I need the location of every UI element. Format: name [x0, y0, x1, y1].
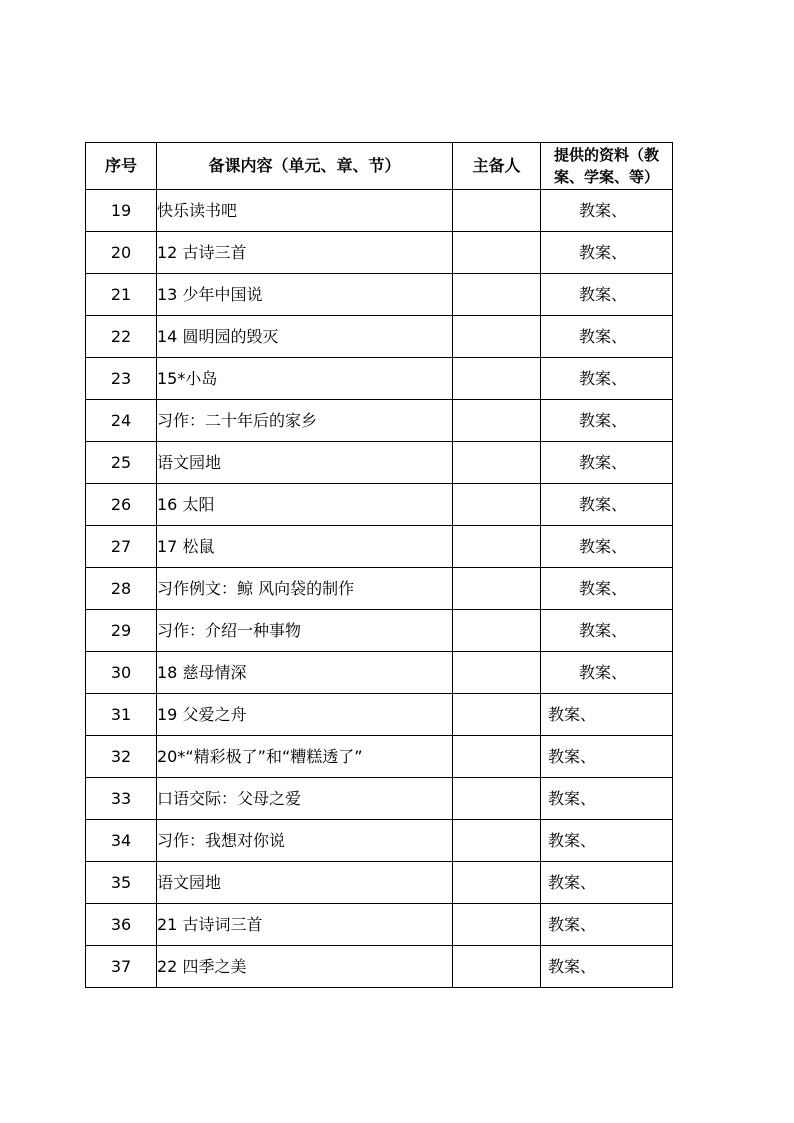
- table-row: [86, 232, 673, 274]
- lead-preparer: [453, 274, 541, 316]
- row-number: 20: [86, 232, 157, 274]
- header-content: 备课内容（单元、章、节）: [157, 143, 453, 190]
- lead-preparer: [453, 442, 541, 484]
- provided-materials: 教案、: [541, 568, 673, 610]
- provided-materials: 教案、: [541, 736, 673, 778]
- lesson-content: 21 古诗词三首: [157, 904, 453, 946]
- provided-materials: 教案、: [541, 190, 673, 232]
- lesson-content: 17 松鼠: [157, 526, 453, 568]
- lead-preparer: [453, 778, 541, 820]
- row-number: 36: [86, 904, 157, 946]
- row-number: 34: [86, 820, 157, 862]
- table-row: [86, 274, 673, 316]
- provided-materials: 教案、: [541, 400, 673, 442]
- provided-materials: 教案、: [541, 526, 673, 568]
- provided-materials: 教案、: [541, 652, 673, 694]
- table-row: [86, 946, 673, 988]
- lesson-plan-table: [85, 142, 673, 988]
- provided-materials: 教案、: [541, 484, 673, 526]
- row-number: 23: [86, 358, 157, 400]
- table-row: [86, 694, 673, 736]
- row-number: 21: [86, 274, 157, 316]
- table-row: [86, 190, 673, 232]
- lesson-content: 习作：二十年后的家乡: [157, 400, 453, 442]
- row-number: 19: [86, 190, 157, 232]
- provided-materials: 教案、: [541, 442, 673, 484]
- table-row: [86, 358, 673, 400]
- provided-materials: 教案、: [541, 316, 673, 358]
- lesson-content: 22 四季之美: [157, 946, 453, 988]
- table-row: [86, 904, 673, 946]
- lesson-content: 口语交际：父母之爱: [157, 778, 453, 820]
- header-row: [86, 143, 673, 190]
- lead-preparer: [453, 694, 541, 736]
- provided-materials: 教案、: [541, 820, 673, 862]
- provided-materials: 教案、: [541, 232, 673, 274]
- row-number: 27: [86, 526, 157, 568]
- row-number: 32: [86, 736, 157, 778]
- row-number: 22: [86, 316, 157, 358]
- lead-preparer: [453, 946, 541, 988]
- table-row: [86, 484, 673, 526]
- lesson-content: 20*“精彩极了”和“糟糕透了”: [157, 736, 453, 778]
- table-row: [86, 736, 673, 778]
- lesson-content: 习作：我想对你说: [157, 820, 453, 862]
- lesson-content: 19 父爱之舟: [157, 694, 453, 736]
- lesson-content: 语文园地: [157, 862, 453, 904]
- table-body: [86, 190, 673, 988]
- provided-materials: 教案、: [541, 904, 673, 946]
- lead-preparer: [453, 232, 541, 274]
- lesson-content: 快乐读书吧: [157, 190, 453, 232]
- table-row: [86, 526, 673, 568]
- row-number: 30: [86, 652, 157, 694]
- provided-materials: 教案、: [541, 610, 673, 652]
- lead-preparer: [453, 904, 541, 946]
- table-header: [86, 143, 673, 190]
- row-number: 25: [86, 442, 157, 484]
- lead-preparer: [453, 652, 541, 694]
- lesson-content: 语文园地: [157, 442, 453, 484]
- lesson-content: 14 圆明园的毁灭: [157, 316, 453, 358]
- table-row: [86, 652, 673, 694]
- row-number: 26: [86, 484, 157, 526]
- row-number: 31: [86, 694, 157, 736]
- lesson-content: 习作例文：鲸 风向袋的制作: [157, 568, 453, 610]
- lesson-content: 18 慈母情深: [157, 652, 453, 694]
- lead-preparer: [453, 400, 541, 442]
- provided-materials: 教案、: [541, 694, 673, 736]
- table-row: [86, 316, 673, 358]
- lead-preparer: [453, 190, 541, 232]
- header-material: 提供的资料（教案、学案、等）: [541, 143, 673, 190]
- row-number: 29: [86, 610, 157, 652]
- row-number: 35: [86, 862, 157, 904]
- lesson-content: 15*小岛: [157, 358, 453, 400]
- lesson-content: 习作：介绍一种事物: [157, 610, 453, 652]
- lead-preparer: [453, 568, 541, 610]
- lesson-content: 16 太阳: [157, 484, 453, 526]
- lead-preparer: [453, 358, 541, 400]
- table-row: [86, 442, 673, 484]
- header-owner: 主备人: [453, 143, 541, 190]
- table-row: [86, 400, 673, 442]
- provided-materials: 教案、: [541, 358, 673, 400]
- lead-preparer: [453, 316, 541, 358]
- lead-preparer: [453, 862, 541, 904]
- table-row: [86, 862, 673, 904]
- lesson-content: 12 古诗三首: [157, 232, 453, 274]
- provided-materials: 教案、: [541, 946, 673, 988]
- header-num: 序号: [86, 143, 157, 190]
- lead-preparer: [453, 484, 541, 526]
- lesson-content: 13 少年中国说: [157, 274, 453, 316]
- table-row: [86, 610, 673, 652]
- lead-preparer: [453, 736, 541, 778]
- table-row: [86, 568, 673, 610]
- row-number: 28: [86, 568, 157, 610]
- row-number: 37: [86, 946, 157, 988]
- table-row: [86, 778, 673, 820]
- table-row: [86, 820, 673, 862]
- row-number: 33: [86, 778, 157, 820]
- provided-materials: 教案、: [541, 862, 673, 904]
- provided-materials: 教案、: [541, 778, 673, 820]
- lead-preparer: [453, 610, 541, 652]
- lead-preparer: [453, 526, 541, 568]
- provided-materials: 教案、: [541, 274, 673, 316]
- lead-preparer: [453, 820, 541, 862]
- row-number: 24: [86, 400, 157, 442]
